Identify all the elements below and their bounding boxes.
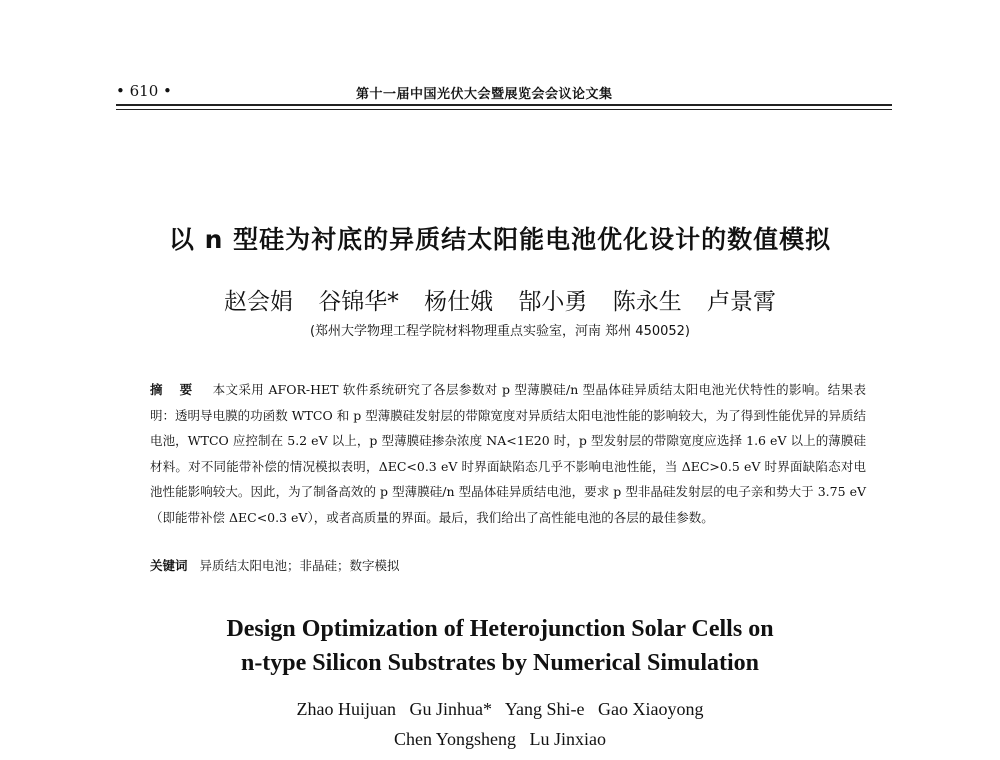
english-authors-line-2: Chen Yongsheng Lu Jinxiao xyxy=(393,729,606,749)
english-title-line-2: n-type Silicon Substrates by Numerical Simulation xyxy=(240,650,760,676)
abstract-text: 本文采用 AFOR-HET 软件系统研究了各层参数对 p 型薄膜硅/n 型晶体硅异质结太阳电池光伏特性的影响。结果表明：透明导电膜的功函数 WTCO 和 p 型薄膜硅发射层的带隙宽度对异质结太阳电池性能的影响较大，为了得到性能优异的异质结电池，WTCO 应控制在 5.2 eV 以上，p 型薄膜硅掺杂浓度 NA<1E20 时，p 型发射层的带隙宽度应选择 1.6 eV 以上的薄膜硅材料。对不同能带补偿的情况模拟表明，ΔEC<0.3 eV 时界面缺陷态几乎不影响电池性能，当 ΔEC>0.5 eV 时界面缺陷态对电池性能影响较大。因此，为了制备高效的 p 型薄膜硅/n 型晶体硅异质结电池，要求 p 型非晶硅发射层的电子亲和势大于 3.75 eV（即能带补偿 ΔEC<0.3 eV），或者高质量的界面。最后，我们给出了高性能电池的各层的最佳参数。 xyxy=(150,382,866,525)
english-authors-line-1: Zhao Huijuan Gu Jinhua* Yang Shi-e Gao Xiaoyong xyxy=(296,699,704,719)
english-title xyxy=(0,612,1000,680)
header-rule-thick xyxy=(116,104,892,106)
running-header xyxy=(116,82,892,102)
chinese-keywords xyxy=(150,556,866,574)
keywords-label: 关键词 xyxy=(150,558,188,573)
page-number: • 610 • xyxy=(116,82,172,100)
english-title-line-1: Design Optimization of Heterojunction Solar Cells on xyxy=(226,616,774,642)
chinese-authors: 赵会娟 谷锦华* 杨仕娥 郜小勇 陈永生 卢景霄 xyxy=(223,289,777,315)
chinese-abstract xyxy=(150,377,866,530)
chinese-title: 以 n 型硅为衬底的异质结太阳能电池优化设计的数值模拟 xyxy=(168,225,832,254)
header-rule-thin xyxy=(116,109,892,110)
english-authors xyxy=(0,694,1000,754)
journal-title: 第十一届中国光伏大会暨展览会会议论文集 xyxy=(356,87,613,102)
abstract-label: 摘 要 xyxy=(150,382,199,397)
keywords-text: 异质结太阳电池；非晶硅；数字模拟 xyxy=(199,558,400,573)
chinese-affiliation: (郑州大学物理工程学院材料物理重点实验室，河南 郑州 450052) xyxy=(309,324,691,339)
